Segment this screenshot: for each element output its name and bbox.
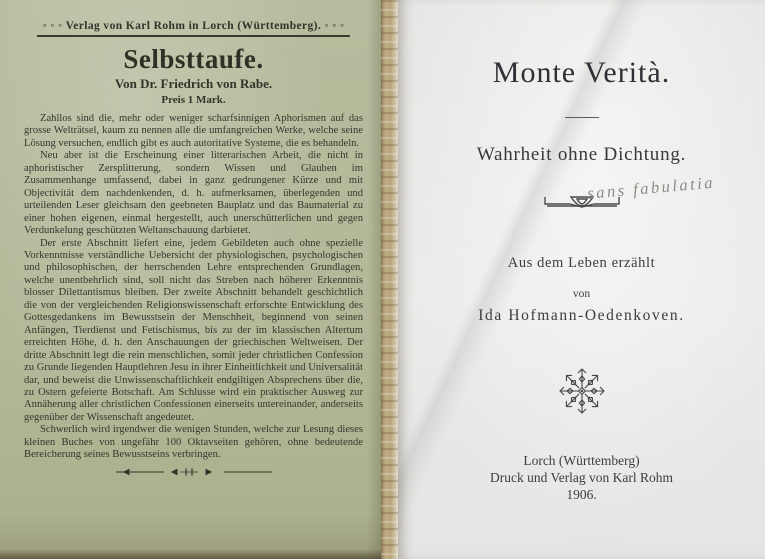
torn-page-edge xyxy=(381,0,398,559)
book-title: Monte Verità. xyxy=(492,56,671,89)
ad-price: Preis 1 Mark. xyxy=(161,94,226,106)
ad-paragraph: Zahllos sind die, mehr oder weniger scharfsinnigen Aphorismen auf das grosse Welträtsel, kaum zu nennen alle die umfangreichen Werke, welche seine Lösung versuchen, endlich gibt es auch autoritative Systeme, die es behandeln. xyxy=(24,113,363,149)
ad-paragraph: Schwerlich wird irgendwer die wenigen Stunden, welche zur Lesung dieses kleinen Buches von ungefähr 100 Oktavseiten gehören, ohne bedeutende Bereicherung seines Bewusstseins verbringen. xyxy=(24,424,363,461)
imprint-place: Lorch (Württemberg) xyxy=(523,453,640,468)
imprint-block xyxy=(490,452,673,503)
ad-title: Selbsttaufe. xyxy=(123,44,264,74)
imprint-printer: Druck und Verlag von Karl Rohm xyxy=(489,470,674,485)
series-line: Aus dem Leben erzählt xyxy=(507,255,656,271)
divider-ornament-icon xyxy=(114,467,274,477)
ad-body-text xyxy=(24,113,363,462)
handwritten-pencil-note: sans fabulatia xyxy=(586,172,716,203)
imprint-year: 1906. xyxy=(566,487,597,502)
snowflake-ornament-icon xyxy=(557,363,607,419)
left-page-advertisement xyxy=(0,0,381,559)
ad-byline: Von Dr. Friedrich von Rabe. xyxy=(114,76,273,91)
publisher-line: ◦ ◦ ◦ Verlag von Karl Rohm in Lorch (Württemberg). ◦ ◦ ◦ xyxy=(37,20,351,37)
author-name: Ida Hofmann-Oedenkoven. xyxy=(478,307,685,324)
ad-paragraph: Der erste Abschnitt liefert eine, jedem Gebildeten auch ohne spezielle Vorkenntnisse verständliche Uebersicht der physiologischen, psychologischen und philosophischen, der herrschenden Lehre entsprechenden Grundlagen, welche unentbehrlich sind, soll nicht das Streben nach höherer Erkenntnis blosser Dilettantismus bleiben. Der zweite Abschnitt behandelt geschichtlich die von der vergleichenden Religionswissenschaft erforschte Entwicklung des Gottesgedankens im Bewusstsein der Menschheit, beginnend von seinen Anfängen, Tierdienst und Fetischismus, bis zu der im klassischen Altertum erreichten Höhe, d. h. den Anschauungen der griechischen Weltweisen. Der dritte Abschnitt legt die rein menschlichen, somit jeder christlichen Confession zu Grunde liegenden Hauptlehren Jesu in ihrer Einheitlichkeit und Universalität dar, und beweist die Unwissenschaftlichkeit endgiltigen Absprechens über die, zu Ostern gefeierte Botschaft. Am Schlusse wird ein praktischer Ausweg zur Annäherung aller christlichen Confessionen einerseits untereinander, anderseits gegenüber der Wissenschaft angedeutet. xyxy=(24,237,363,423)
book-subtitle: Wahrheit ohne Dichtung. xyxy=(476,144,687,165)
right-page-title xyxy=(398,0,765,559)
von-label: von xyxy=(572,288,591,300)
title-rule xyxy=(565,117,599,118)
ad-paragraph: Neu aber ist die Erscheinung einer litterarischen Arbeit, die nicht in aphoristischer Zersplitterung, sondern Wissen und Glauben im Zusammenhange umfassend, dabei in ganz gedrungener Kürze und mit Objectivität dem nachdenkenden, d. h. aufmerksamen, überlegenden und urteilenden Leser gleichsam den geebneten Bauplatz und das Baumaterial zu einer hohen eigenen, einmal hergestellt, auch unerschütterlichen und gegen Verdunkelung geschützten Weltanschauung darbietet. xyxy=(24,150,363,237)
publisher-header xyxy=(24,16,363,37)
